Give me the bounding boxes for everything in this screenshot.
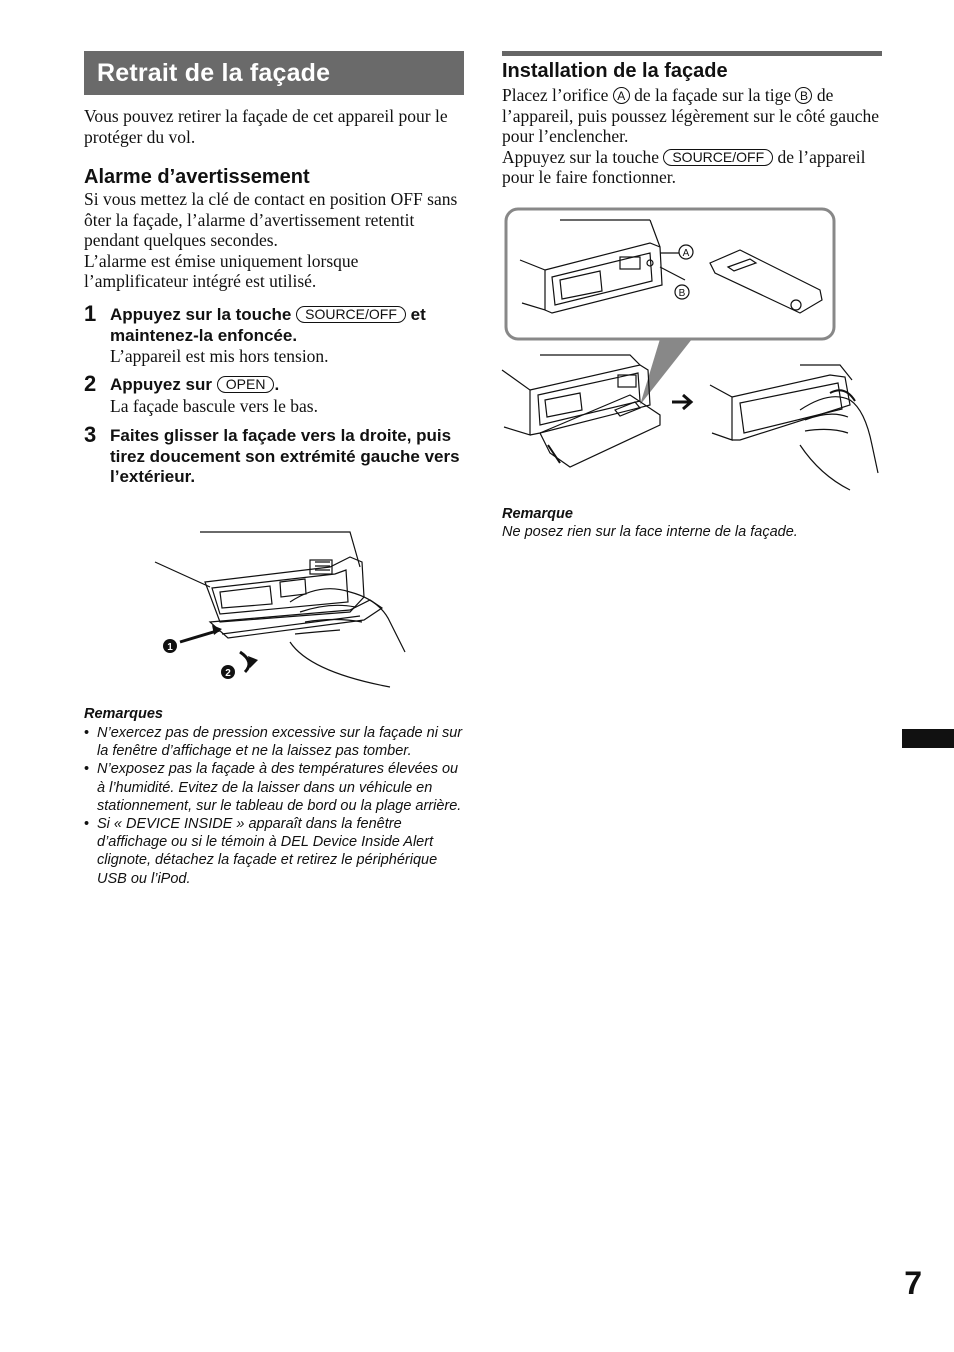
page-number: 7 [904,1265,922,1301]
step-1-text-a: Appuyez sur la touche [110,305,292,324]
notes-list [84,724,464,888]
remove-faceplate-illustration [150,522,420,694]
alarm-text-1: Si vous mettez la clé de contact en position OFF sans ôter la façade, l’alarme d’avertissement retentit pendant quelques secondes. [84,189,458,250]
p1-text-a: Placez l’orifice [502,85,609,105]
install-faceplate-illustration [500,205,882,495]
remarque-text: Ne posez rien sur la face interne de la façade. [502,524,798,540]
notes-heading: Remarques [84,706,163,722]
step-3-instruction: Faites glisser la façade vers la droite, puis tirez doucement son extrémité gauche vers l’extérieur. [110,426,460,486]
step-2-text-b: . [274,375,280,394]
section-tab-marker [902,729,954,748]
alarm-text-2: L’alarme est émise uniquement lorsque l’amplificateur intégré est utilisé. [84,250,359,291]
section-rule [502,51,882,56]
section-banner-title: Retrait de la façade [84,51,464,95]
step-2-instruction [110,375,470,396]
p1-text-b: de la façade sur la tige [634,85,792,105]
alarm-heading: Alarme d’avertissement [84,166,310,188]
note-item: • N’exposez pas la façade à des températures élevées ou à l’humidité. Evitez de la laisser dans un véhicule en stationnement, sur le tableau de bord ou la plage arrière. [84,760,464,815]
step-2-number: 2 [84,371,97,396]
label-a-marker: A [613,87,630,104]
step-1-instruction [110,305,470,346]
installation-text-2 [502,147,882,188]
installation-text-1 [502,85,882,147]
note-item: • Si « DEVICE INSIDE » apparaît dans la fenêtre d’affichage ou si le témoin à DEL Device Inside Alert clignote, détachez la façade et retirez le périphérique USB ou l’iPod. [84,815,464,888]
note-item: • N’exercez pas de pression excessive sur la façade ni sur la fenêtre d’affichage et ne la laissez pas tomber. [84,724,464,760]
open-key: OPEN [217,376,275,393]
p2-text-b: de l’appareil pour le faire fonctionner. [502,146,866,187]
callout-b-label: B [678,288,686,299]
installation-heading: Installation de la façade [502,60,728,82]
installation-paragraph [502,85,882,188]
label-b-marker: B [795,87,812,104]
remarque-heading: Remarque [502,506,573,522]
alarm-paragraph [84,189,464,292]
callout-a-label: A [682,248,690,259]
p1-text-c: de l’appareil, puis poussez légèrement sur le côté gauche pour l’enclencher. [502,85,880,146]
step-2 [110,375,470,416]
step-1 [110,305,470,367]
step-1-text-b: et maintenez-la enfoncée. [110,305,426,345]
p2-text-a: Appuyez sur la touche [502,146,659,167]
source-off-key: SOURCE/OFF [296,306,406,323]
step-2-text-a: Appuyez sur [110,375,213,394]
figure-label-2: 2 [225,668,231,679]
intro-paragraph: Vous pouvez retirer la façade de cet appareil pour le protéger du vol. [84,106,448,147]
source-off-key: SOURCE/OFF [663,149,773,166]
step-2-result: La façade bascule vers le bas. [110,395,318,416]
figure-label-1: 1 [167,642,173,653]
step-1-number: 1 [84,301,97,326]
step-3-number: 3 [84,422,97,447]
step-1-result: L’appareil est mis hors tension. [110,346,329,366]
